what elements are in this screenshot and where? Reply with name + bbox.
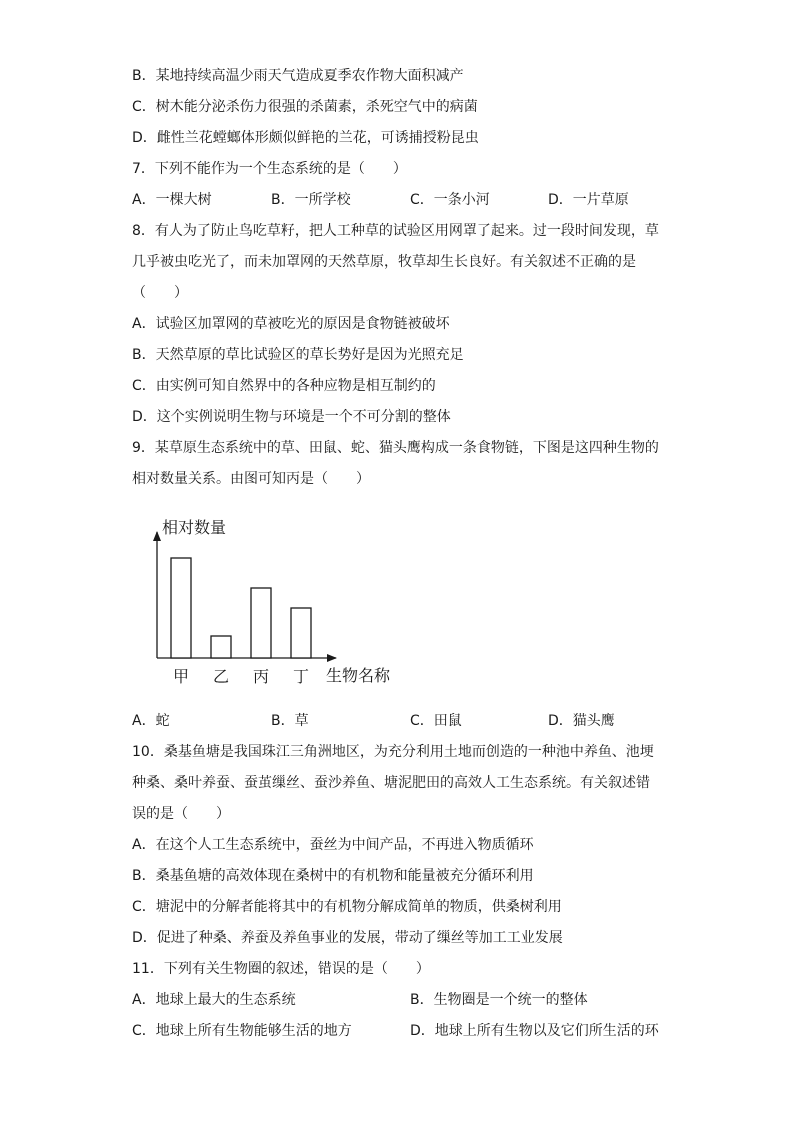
q6-option-c: C．树木能分泌杀伤力很强的杀菌素，杀死空气中的病菌	[132, 99, 478, 115]
q10-stem-line-3: 误的是（ ）	[132, 806, 230, 822]
q8-stem-line-1: 8．有人为了防止鸟吃草籽，把人工种草的试验区用网罩了起来。过一段时间发现，草	[132, 223, 659, 239]
q9-stem-line-1: 9．某草原生态系统中的草、田鼠、蛇、猫头鹰构成一条食物链，下图是这四种生物的	[132, 440, 659, 456]
x-tick-label: 丁	[292, 667, 310, 686]
q11-option-b: B．生物圈是一个统一的整体	[410, 992, 588, 1008]
bar-3	[251, 588, 271, 658]
y-axis-label: 相对数量	[162, 518, 227, 537]
x-tick-label: 甲	[172, 667, 190, 686]
q7-option-a: A．一棵大树	[132, 192, 212, 208]
bar-4	[291, 608, 311, 658]
q10-option-b: B．桑基鱼塘的高效体现在桑树中的有机物和能量被充分循环利用	[132, 868, 534, 884]
q11-stem: 11．下列有关生物圈的叙述，错误的是（ ）	[132, 961, 430, 977]
bar-1	[171, 558, 191, 658]
q10-option-a: A．在这个人工生态系统中，蚕丝为中间产品，不再进入物质循环	[132, 837, 534, 853]
q9-option-c: C．田鼠	[410, 713, 462, 729]
q8-option-d: D．这个实例说明生物与环境是一个不可分割的整体	[132, 409, 451, 425]
q10-stem-line-2: 种桑、桑叶养蚕、蚕茧缫丝、蚕沙养鱼、塘泥肥田的高效人工生态系统。有关叙述错	[132, 775, 650, 791]
q9-option-b: B．草	[271, 713, 309, 729]
q8-stem-line-2: 几乎被虫吃光了，而未加罩网的天然草原，牧草却生长良好。有关叙述不正确的是	[132, 254, 636, 270]
q9-stem-line-2: 相对数量关系。由图可知丙是（ ）	[132, 471, 370, 487]
q10-option-c: C．塘泥中的分解者能将其中的有机物分解成简单的物质，供桑树利用	[132, 899, 562, 915]
relative-quantity-bar-chart	[140, 510, 400, 695]
x-tick-label: 丙	[252, 667, 270, 686]
q9-option-d: D．猫头鹰	[548, 713, 615, 729]
q7-stem: 7．下列不能作为一个生态系统的是（ ）	[132, 161, 407, 177]
bar-2	[211, 636, 231, 658]
x-axis-label: 生物名称	[326, 666, 391, 685]
q9-option-a: A．蛇	[132, 713, 170, 729]
q8-option-a: A．试验区加罩网的草被吃光的原因是食物链被破坏	[132, 316, 450, 332]
q6-option-b: B．某地持续高温少雨天气造成夏季农作物大面积减产	[132, 68, 464, 84]
q7-option-c: C．一条小河	[410, 192, 490, 208]
q8-stem-line-3: （ ）	[132, 285, 188, 301]
q10-option-d: D．促进了种桑、养蚕及养鱼事业的发展，带动了缫丝等加工工业发展	[132, 930, 563, 946]
q11-option-c: C．地球上所有生物能够生活的地方	[132, 1023, 352, 1039]
q10-stem-line-1: 10．桑基鱼塘是我国珠江三角洲地区，为充分利用土地而创造的一种池中养鱼、池埂	[132, 744, 654, 760]
q11-option-d: D．地球上所有生物以及它们所生活的环	[410, 1023, 659, 1039]
q6-option-d: D．雌性兰花螳螂体形颇似鲜艳的兰花，可诱捕授粉昆虫	[132, 130, 479, 146]
q11-option-a: A．地球上最大的生态系统	[132, 992, 296, 1008]
q8-option-c: C．由实例可知自然界中的各种应物是相互制约的	[132, 378, 436, 394]
q7-option-d: D．一片草原	[548, 192, 629, 208]
x-tick-label: 乙	[212, 667, 230, 686]
q8-option-b: B．天然草原的草比试验区的草长势好是因为光照充足	[132, 347, 464, 363]
q7-option-b: B．一所学校	[271, 192, 351, 208]
